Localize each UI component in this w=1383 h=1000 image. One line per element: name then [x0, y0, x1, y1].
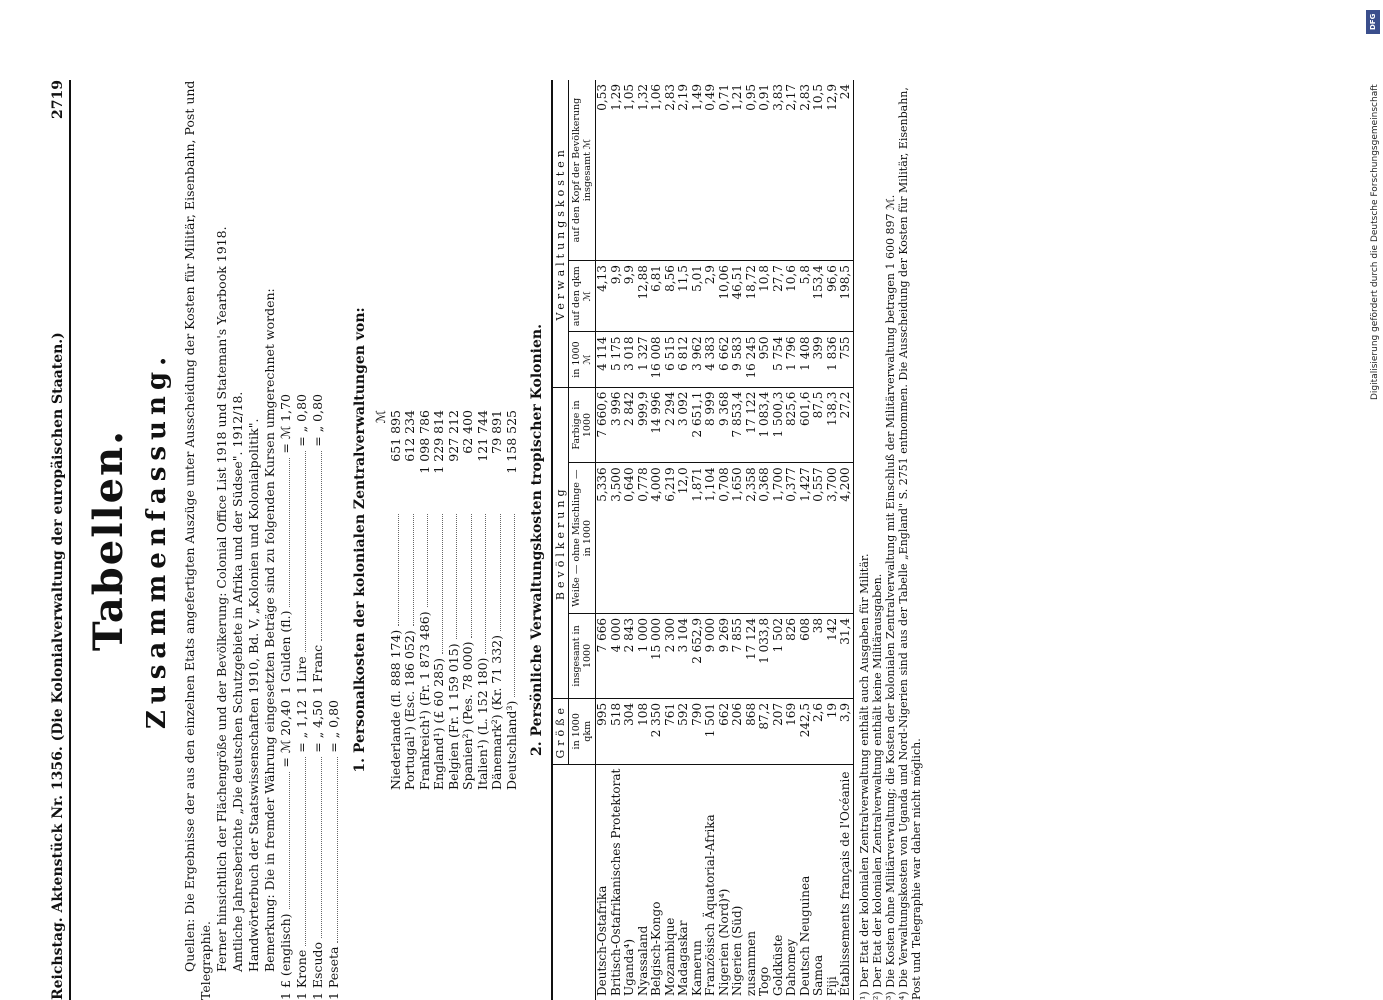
- row-label: Deutsch-Ostafrika: [595, 885, 609, 996]
- col-group-population: Bevölkerung: [552, 387, 569, 698]
- country-label: Deutschland³): [503, 700, 519, 790]
- country-label: Spanien²) (Pes. 78 000): [460, 641, 475, 790]
- col-header-country: [552, 764, 596, 1000]
- table-cell: 4,13: [596, 261, 610, 332]
- table-cell: 1 408: [799, 332, 813, 387]
- section-title: Zusammenfassung.: [142, 350, 172, 730]
- table-cell: 16 008: [650, 332, 664, 387]
- table-cell: 15 000: [650, 613, 664, 698]
- table-cell: 601,6: [799, 387, 813, 463]
- currency-row: 1 Peseta = „ 0,80: [326, 700, 341, 1000]
- table-cell: 592: [677, 698, 691, 764]
- table-cell: 1,21: [731, 80, 745, 261]
- currency-row: 1 £ (englisch) = ℳ 20,40 1 Gulden (fl.) = ℳ 1,70: [278, 394, 293, 1000]
- col-group-costs: Verwaltungskosten: [552, 80, 569, 387]
- cost-value: 121 744: [474, 410, 490, 462]
- table-cell: 16 245: [745, 332, 759, 387]
- table-cell: 4 114: [596, 332, 610, 387]
- sources-line: Handwörterbuch der Staatswissenschaften 1910, Bd. V, „Kolonien und Kolonialpolitik".: [246, 418, 261, 972]
- table-cell: 138,3: [826, 387, 840, 463]
- personnel-costs-list: [374, 410, 519, 790]
- table-row: [650, 80, 664, 1000]
- sources-block: [182, 80, 278, 1000]
- table-cell: 7 855: [731, 613, 745, 698]
- currency-row: 1 Krone = „ 1,12 1 Lire = „ 0,80: [294, 394, 309, 1000]
- table-cell: 1,49: [691, 80, 705, 261]
- table-cell: 1 836: [826, 332, 840, 387]
- header-text: Reichstag. Aktenstück Nr. 1356. (Die Kolonialverwaltung der europäischen Staaten.): [50, 332, 66, 1000]
- table-row: [812, 80, 826, 1000]
- personnel-row: [476, 410, 491, 790]
- table-cell: 0,71: [718, 80, 732, 261]
- row-label: zusammen: [743, 931, 758, 996]
- table-cell: 206: [731, 698, 745, 764]
- row-label: Nigerien (Süd): [730, 905, 744, 996]
- document-page: [50, 80, 1340, 1000]
- table-cell: 3 996: [610, 387, 624, 463]
- table-cell: 2 652,9: [691, 613, 705, 698]
- table-cell: 19: [826, 698, 840, 764]
- table-cell: 0,377: [785, 463, 799, 614]
- personnel-row: [432, 410, 447, 790]
- table-cell: 0,95: [745, 80, 759, 261]
- table-cell: 8 999: [704, 387, 718, 463]
- cost-value: 62 400: [460, 410, 475, 454]
- col-header-pop-white: Weiße — ohne Mischlinge — in 1000: [569, 463, 596, 614]
- table-cell: 1,05: [623, 80, 637, 261]
- table-cell: 2 350: [650, 698, 664, 764]
- table-row: [664, 80, 678, 1000]
- table-cell: 0,640: [623, 463, 637, 614]
- table-row: [772, 80, 786, 1000]
- row-label: Belgisch-Kongo: [649, 901, 663, 996]
- table-cell: 2,358: [745, 463, 759, 614]
- table-cell: 3 018: [623, 332, 637, 387]
- table-cell: 46,51: [731, 261, 745, 332]
- col-header-pop-total: insgesamt in 1000: [569, 613, 596, 698]
- dfg-logo: DFG: [1366, 10, 1380, 34]
- cost-value: 927 212: [445, 410, 461, 462]
- page-number: 2719: [50, 80, 66, 119]
- table-cell: 27,2: [839, 387, 853, 463]
- table-cell: 87,2: [758, 698, 772, 764]
- table-cell: 5,336: [596, 463, 610, 614]
- table-cell: 10,6: [785, 261, 799, 332]
- table-cell: 1 502: [772, 613, 786, 698]
- table-cell: 2 651,1: [691, 387, 705, 463]
- table-cell: 3,83: [772, 80, 786, 261]
- table-cell: 790: [691, 698, 705, 764]
- table-cell: 242,5: [799, 698, 813, 764]
- footnotes: [858, 80, 923, 1000]
- table-cell: 2,6: [812, 698, 826, 764]
- row-label: Dahomey: [784, 939, 798, 996]
- row-label: Établissements français de l'Océanie: [838, 771, 852, 996]
- personnel-row: [490, 410, 505, 790]
- table-row: [826, 80, 840, 1000]
- table-row: [677, 80, 691, 1000]
- table-row: [839, 80, 853, 1000]
- table-cell: 4,000: [650, 463, 664, 614]
- table-cell: 0,53: [596, 80, 610, 261]
- cost-value: 79 891: [489, 410, 504, 454]
- personnel-row: [447, 410, 462, 790]
- country-label: Niederlande (fl. 888 174): [387, 629, 403, 790]
- unit-label: ℳ: [373, 410, 388, 424]
- table-cell: 0,49: [704, 80, 718, 261]
- col-header-area: in 1000 qkm: [569, 698, 596, 764]
- table-cell: 1,32: [637, 80, 651, 261]
- table-row: [637, 80, 651, 1000]
- row-label: Goldküste: [770, 934, 785, 996]
- cost-value: 1 158 525: [503, 410, 519, 474]
- table-cell: 7 853,4: [731, 387, 745, 463]
- table-cell: 1,700: [772, 463, 786, 614]
- table-cell: 14 996: [650, 387, 664, 463]
- table-cell: 1,650: [731, 463, 745, 614]
- row-label: Britisch-Ostafrikanisches Protektorat: [608, 768, 623, 996]
- col-header-pop-colored: Farbige in 1000: [569, 387, 596, 463]
- table-cell: 38: [812, 613, 826, 698]
- row-label: Madagaskar: [676, 920, 690, 996]
- table-cell: 4 000: [610, 613, 624, 698]
- table-cell: 2,19: [677, 80, 691, 261]
- table-cell: 1 501: [704, 698, 718, 764]
- table-cell: 9 583: [731, 332, 745, 387]
- table-cell: 0,91: [758, 80, 772, 261]
- table-row: [718, 80, 732, 1000]
- cost-value: 1 229 814: [431, 410, 446, 474]
- table-cell: 1,871: [691, 463, 705, 614]
- table-cell: 9 368: [718, 387, 732, 463]
- row-label: Uganda⁴): [622, 938, 636, 996]
- sources-line: Quellen: Die Ergebnisse der aus den einzelnen Etats angefertigten Auszüge unter Ausscheidung der Kosten für Militär, Eisenbahn, Post und Telegraphie.: [182, 80, 213, 1000]
- table-cell: 12,9: [826, 80, 840, 261]
- table-cell: 7 660,6: [596, 387, 610, 463]
- table-cell: 87,5: [812, 387, 826, 463]
- personnel-row: [418, 410, 433, 790]
- table-cell: 5 175: [610, 332, 624, 387]
- footnote: ²) Der Etat der kolonialen Zentralverwaltung enthält keine Militärausgaben.: [870, 573, 884, 1000]
- table-cell: 17 124: [745, 613, 759, 698]
- personnel-row: [389, 410, 404, 790]
- table-cell: 1,06: [650, 80, 664, 261]
- running-header: [50, 80, 71, 1000]
- col-header-cost-per-km: auf den qkm ℳ: [569, 261, 596, 332]
- table-cell: 142: [826, 613, 840, 698]
- table-cell: 96,6: [826, 261, 840, 332]
- row-label: Togo: [757, 966, 771, 996]
- table-cell: 399: [812, 332, 826, 387]
- table-row: [623, 80, 637, 1000]
- currency-row: 1 Escudo = „ 4,50 1 Franc = „ 0,80: [310, 394, 325, 1000]
- table-cell: 10,8: [758, 261, 772, 332]
- table-cell: 6,81: [650, 261, 664, 332]
- table-cell: 3,500: [610, 463, 624, 614]
- sources-line: Ferner hinsichtlich der Flächengröße und der Bevölkerung: Colonial Office List 1918 und Stateman's Yearbook 1918.: [214, 226, 229, 972]
- section-1-heading: 1. Personalkosten der kolonialen Zentralverwaltungen von:: [352, 307, 368, 773]
- table-row: [785, 80, 799, 1000]
- sources-line: Amtliche Jahresberichte „Die deutschen Schutzgebiete in Afrika und der Südsee". 1912/18.: [230, 391, 245, 972]
- table-cell: 1 083,4: [758, 387, 772, 463]
- table-cell: 10,5: [812, 80, 826, 261]
- row-label: Kamerun: [689, 940, 704, 996]
- table-cell: 5,8: [799, 261, 813, 332]
- table-cell: 1 033,8: [758, 613, 772, 698]
- section-2-heading: 2. Persönliche Verwaltungskosten tropischer Kolonien.: [529, 324, 545, 756]
- table-cell: 5,01: [691, 261, 705, 332]
- currency-rates: [278, 80, 342, 1000]
- table-cell: 868: [745, 698, 759, 764]
- col-group-size: Größe: [552, 698, 569, 764]
- personnel-row: [461, 410, 476, 790]
- table-cell: 304: [623, 698, 637, 764]
- table-cell: 518: [610, 698, 624, 764]
- table-cell: 12,0: [677, 463, 691, 614]
- page-title: Tabellen.: [85, 428, 132, 652]
- table-cell: 2 294: [664, 387, 678, 463]
- country-label: Dänemark²) (Kr. 71 332): [489, 634, 504, 790]
- cost-value: 612 234: [402, 410, 417, 462]
- table-cell: 608: [799, 613, 813, 698]
- table-cell: 10,06: [718, 261, 732, 332]
- table-cell: 6 812: [677, 332, 691, 387]
- table-cell: 31,4: [839, 613, 853, 698]
- table-cell: 2,83: [799, 80, 813, 261]
- table-row: [799, 80, 813, 1000]
- footnote: ⁴) Die Verwaltungskosten von Uganda und Nord-Nigerien sind aus der Tabelle „England" S. 2751 entnommen. Die Ausscheidung der Kosten für Militär, Eisenbahn, Post und Telegraphie war daher nicht möglich.: [896, 87, 923, 1000]
- remark: Bemerkung: Die in fremder Währung eingesetzten Beträge sind zu folgenden Kursen umgerechnet worden:: [262, 288, 277, 972]
- table-cell: 6 662: [718, 332, 732, 387]
- table-cell: 9 269: [718, 613, 732, 698]
- row-label: Samoa: [811, 954, 825, 996]
- table-cell: 2,9: [704, 261, 718, 332]
- table-cell: 3 104: [677, 613, 691, 698]
- table-cell: 24: [839, 80, 853, 261]
- table-cell: 755: [839, 332, 853, 387]
- table-cell: 0,778: [637, 463, 651, 614]
- table-cell: 18,72: [745, 261, 759, 332]
- table-cell: 1 796: [785, 332, 799, 387]
- row-label: Nigerien (Nord)⁴): [716, 888, 731, 996]
- table-cell: 662: [718, 698, 732, 764]
- footnote: ³) Die Kosten ohne Militärverwaltung; die Kosten der kolonialen Zentralverwaltung mit Einschluß der Militärverwaltung betragen 1 600 897 ℳ.: [883, 194, 897, 1000]
- table-cell: 1,29: [610, 80, 624, 261]
- table-cell: 11,5: [677, 261, 691, 332]
- table-cell: 8,56: [664, 261, 678, 332]
- table-cell: 169: [785, 698, 799, 764]
- table-cell: 9,9: [623, 261, 637, 332]
- table-cell: 3 962: [691, 332, 705, 387]
- table-cell: 825,6: [785, 387, 799, 463]
- table-cell: 153,4: [812, 261, 826, 332]
- table-cell: 207: [772, 698, 786, 764]
- table-cell: 1,104: [704, 463, 718, 614]
- table-row: [596, 80, 610, 1000]
- table-cell: 950: [758, 332, 772, 387]
- table-cell: 12,88: [637, 261, 651, 332]
- table-cell: 0,557: [812, 463, 826, 614]
- table-cell: 826: [785, 613, 799, 698]
- row-label: Nyassaland: [635, 925, 650, 996]
- table-cell: 4 383: [704, 332, 718, 387]
- table-cell: 995: [596, 698, 610, 764]
- col-header-cost-total: in 1000 ℳ: [569, 332, 596, 387]
- table-cell: 761: [664, 698, 678, 764]
- table-cell: 108: [637, 698, 651, 764]
- table-cell: 2,17: [785, 80, 799, 261]
- table-cell: 7 666: [596, 613, 610, 698]
- col-header-cost-per-head: auf den Kopf der Bevölkerung insgesamt ℳ: [569, 80, 596, 261]
- table-row: [731, 80, 745, 1000]
- table-cell: 9 000: [704, 613, 718, 698]
- table-cell: 9,9: [610, 261, 624, 332]
- table-cell: 1,427: [799, 463, 813, 614]
- table-row: [745, 80, 759, 1000]
- table-cell: 0,708: [718, 463, 732, 614]
- table-cell: 17 122: [745, 387, 759, 463]
- personnel-row: [403, 410, 418, 790]
- personnel-row: [505, 410, 520, 790]
- table-cell: 2 843: [623, 613, 637, 698]
- table-cell: 5 754: [772, 332, 786, 387]
- footnote: ¹) Der Etat der kolonialen Zentralverwaltung enthält auch Ausgaben für Militär.: [857, 553, 871, 1000]
- table-cell: 3 092: [677, 387, 691, 463]
- row-label: Fiji: [824, 976, 839, 996]
- admin-costs-table: [551, 80, 854, 1000]
- table-cell: 999,9: [637, 387, 651, 463]
- table-cell: 2 300: [664, 613, 678, 698]
- country-label: England¹) (£ 60 285): [431, 658, 446, 790]
- country-label: Belgien (Fr. 1 159 015): [445, 643, 461, 790]
- table-cell: 1 500,3: [772, 387, 786, 463]
- digitization-credit: Digitalisierung gefördert durch die Deutsche Forschungsgemeinschaft: [1370, 84, 1380, 400]
- table-row: [704, 80, 718, 1000]
- table-cell: 1 327: [637, 332, 651, 387]
- country-label: Italien¹) (L. 152 180): [474, 657, 490, 790]
- table-cell: 2 842: [623, 387, 637, 463]
- table-row: [691, 80, 705, 1000]
- country-label: Frankreich¹) (Fr. 1 873 486): [416, 611, 432, 790]
- table-cell: 6 515: [664, 332, 678, 387]
- table-cell: 0,368: [758, 463, 772, 614]
- table-row: [610, 80, 624, 1000]
- cost-value: 1 098 786: [416, 410, 432, 474]
- table-cell: 2,83: [664, 80, 678, 261]
- table-row: [758, 80, 772, 1000]
- table-cell: 3,700: [826, 463, 840, 614]
- row-label: Deutsch Neuguinea: [797, 875, 812, 996]
- table-cell: 6,219: [664, 463, 678, 614]
- table-cell: 27,7: [772, 261, 786, 332]
- country-label: Portugal¹) (Esc. 186 052): [402, 630, 417, 790]
- table-cell: 1 000: [637, 613, 651, 698]
- row-label: Mozambique: [662, 917, 677, 996]
- table-cell: 4,200: [839, 463, 853, 614]
- cost-value: 651 895: [387, 410, 403, 462]
- table-cell: 3,9: [839, 698, 853, 764]
- row-label: Französisch Äquatorial-Afrika: [703, 814, 717, 996]
- table-cell: 198,5: [839, 261, 853, 332]
